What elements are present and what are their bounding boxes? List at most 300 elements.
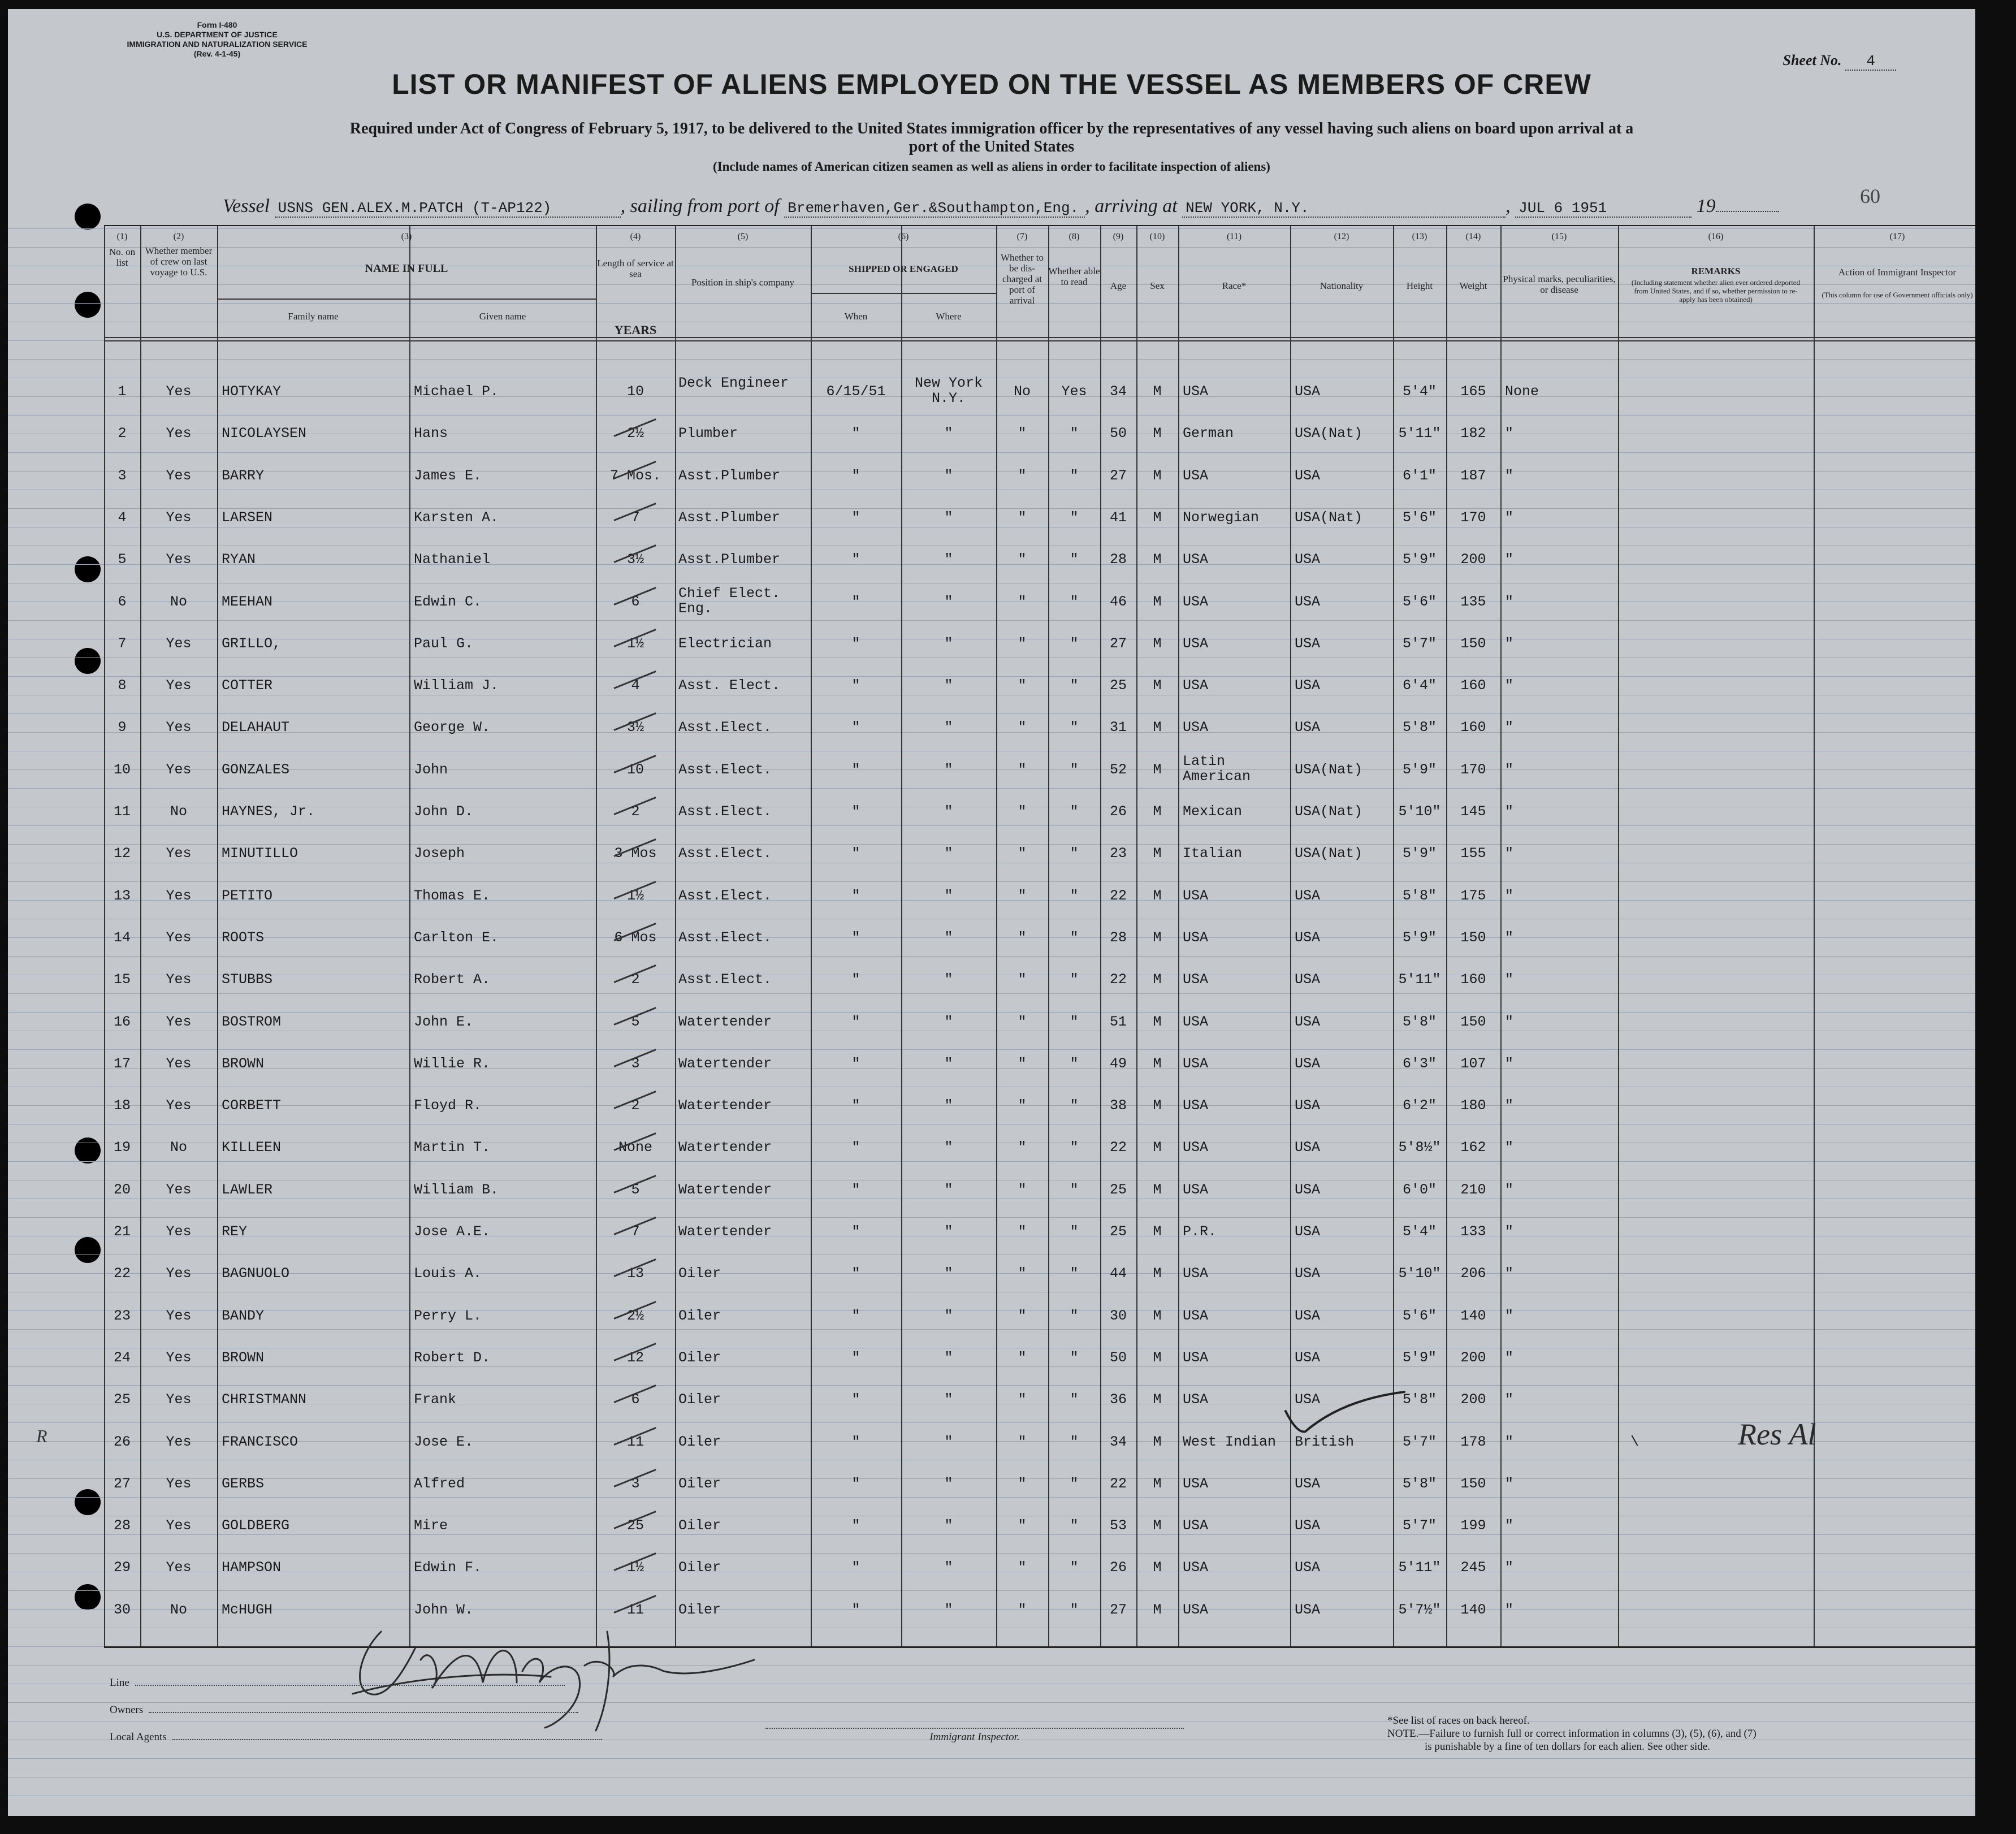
height-cell: 5'7½" <box>1398 1601 1441 1618</box>
physical-marks-cell: None <box>1505 383 1539 400</box>
family-name-cell: RYAN <box>222 551 256 568</box>
height-cell: 5'8" <box>1402 1013 1437 1030</box>
column-number: (4) <box>630 232 641 241</box>
ship-position-cell: Watertender <box>678 1097 772 1114</box>
table-row <box>104 1297 1975 1339</box>
nationality-cell: USA <box>1295 1139 1321 1156</box>
table-row <box>104 1255 1975 1297</box>
physical-marks-cell: " <box>1505 1223 1514 1240</box>
shipped-where-cell: " <box>944 1013 953 1030</box>
check-stroke <box>1286 1392 1404 1431</box>
family-name-cell: ROOTS <box>222 929 265 946</box>
sex-cell: M <box>1153 425 1162 442</box>
shipped-where-cell: New York N.Y. <box>914 375 983 406</box>
physical-marks-cell: " <box>1505 929 1514 946</box>
shipped-where-cell: " <box>944 1265 953 1282</box>
length-of-service-cell: 10 <box>626 761 644 778</box>
crew-table <box>104 225 1975 1648</box>
height-cell: 5'9" <box>1402 845 1437 862</box>
weight-cell: 200 <box>1460 551 1486 568</box>
ship-position-cell: Watertender <box>678 1223 772 1240</box>
column-number: (9) <box>1113 232 1124 241</box>
height-cell: 5'7" <box>1402 635 1437 652</box>
length-of-service-cell: 5 <box>631 1013 640 1030</box>
member-last-voyage-cell: Yes <box>166 1097 192 1114</box>
shipped-where-cell: " <box>944 1475 953 1492</box>
ship-position-cell: Watertender <box>678 1013 772 1030</box>
race-cell: USA <box>1183 1517 1209 1534</box>
sex-cell: M <box>1153 1265 1162 1282</box>
able-to-read-cell: " <box>1070 635 1079 652</box>
member-last-voyage-cell: Yes <box>166 635 192 652</box>
family-name-cell: BARRY <box>222 467 265 484</box>
sex-cell: M <box>1153 1349 1162 1366</box>
given-name-cell: John D. <box>414 803 474 820</box>
column-number: (10) <box>1149 232 1165 241</box>
nationality-cell: USA(Nat) <box>1295 761 1363 778</box>
family-name-cell: REY <box>222 1223 248 1240</box>
given-name-cell: Louis A. <box>414 1265 482 1282</box>
height-cell: 6'0" <box>1402 1181 1437 1198</box>
given-name-cell: James E. <box>414 467 482 484</box>
race-cell: USA <box>1183 1601 1209 1618</box>
given-name-cell: Jose A.E. <box>414 1223 491 1240</box>
nationality-cell: USA <box>1295 1055 1321 1072</box>
length-of-service-cell: 7 <box>631 1223 640 1240</box>
nationality-cell: USA <box>1295 1517 1321 1534</box>
nationality-cell: USA <box>1295 383 1321 400</box>
punch-hole <box>75 292 101 318</box>
physical-marks-cell: " <box>1505 677 1514 694</box>
weight-cell: 206 <box>1460 1265 1486 1282</box>
member-last-voyage-cell: Yes <box>166 425 192 442</box>
age-cell: 25 <box>1109 1223 1127 1240</box>
age-cell: 22 <box>1109 887 1127 904</box>
sex-cell: M <box>1153 467 1162 484</box>
discharged-at-port-cell: " <box>1018 467 1027 484</box>
physical-marks-cell: " <box>1505 467 1514 484</box>
race-cell: USA <box>1183 383 1209 400</box>
header-discharged: Whether to be dis-charged at port of arrival <box>1001 252 1044 306</box>
nationality-cell: British <box>1295 1433 1355 1450</box>
sheet-value: 4 <box>1845 53 1896 71</box>
ship-position-cell: Oiler <box>678 1391 721 1408</box>
family-name-cell: STUBBS <box>222 971 273 988</box>
given-name-cell: John <box>414 761 448 778</box>
given-name-cell: Nathaniel <box>414 551 491 568</box>
ship-position-cell: Oiler <box>678 1307 721 1324</box>
able-to-read-cell: " <box>1070 551 1079 568</box>
member-last-voyage-cell: Yes <box>166 887 192 904</box>
member-last-voyage-cell: Yes <box>166 971 192 988</box>
column-number: (13) <box>1412 232 1427 241</box>
nationality-cell: USA <box>1295 719 1321 736</box>
punch-hole <box>75 1489 101 1515</box>
member-last-voyage-cell: Yes <box>166 509 192 526</box>
row-number-cell: 14 <box>113 929 131 946</box>
member-last-voyage-cell: Yes <box>166 551 192 568</box>
height-cell: 5'6" <box>1402 593 1437 610</box>
table-row <box>104 1045 1975 1087</box>
weight-cell: 150 <box>1460 1013 1486 1030</box>
weight-cell: 150 <box>1460 635 1486 652</box>
nationality-cell: USA <box>1295 1391 1321 1408</box>
given-name-cell: Martin T. <box>414 1139 491 1156</box>
row-number-cell: 30 <box>113 1601 131 1618</box>
table-row <box>104 835 1975 877</box>
age-cell: 46 <box>1109 593 1127 610</box>
family-name-cell: LAWLER <box>222 1181 273 1198</box>
shipped-when-cell: " <box>851 761 860 778</box>
header-able-to-read: Whether able to read <box>1048 266 1100 287</box>
shipped-where-cell: " <box>944 803 953 820</box>
column-number: (5) <box>737 232 749 241</box>
able-to-read-cell: " <box>1070 929 1079 946</box>
age-cell: 22 <box>1109 971 1127 988</box>
ruling-line <box>8 1665 1975 1666</box>
length-of-service-cell: 12 <box>626 1349 644 1366</box>
given-name-cell: Joseph <box>414 845 465 862</box>
ship-position-cell: Oiler <box>678 1559 721 1576</box>
nationality-cell: USA <box>1295 467 1321 484</box>
shipped-where-cell: " <box>944 719 953 736</box>
age-cell: 22 <box>1109 1139 1127 1156</box>
member-last-voyage-cell: Yes <box>166 1433 192 1450</box>
member-last-voyage-cell: Yes <box>166 845 192 862</box>
race-cell: West Indian <box>1183 1433 1277 1450</box>
table-row <box>104 709 1975 751</box>
length-of-service-cell: 2 <box>631 803 640 820</box>
ship-position-cell: Asst.Plumber <box>678 509 781 526</box>
physical-marks-cell: " <box>1505 1433 1514 1450</box>
race-cell: USA <box>1183 1181 1209 1198</box>
vessel-label: Vessel <box>223 196 270 217</box>
member-last-voyage-cell: Yes <box>166 1307 192 1324</box>
discharged-at-port-cell: " <box>1018 1181 1027 1198</box>
physical-marks-cell: " <box>1505 1391 1514 1408</box>
nationality-cell: USA <box>1295 1223 1321 1240</box>
weight-cell: 200 <box>1460 1349 1486 1366</box>
row-number-cell: 29 <box>113 1559 131 1576</box>
inspector-signature-line: Immigrant Inspector. <box>765 1728 1184 1744</box>
height-cell: 5'9" <box>1402 761 1437 778</box>
discharged-at-port-cell: " <box>1018 803 1027 820</box>
shipped-where-cell: " <box>944 1517 953 1534</box>
shipped-subheader-rule <box>811 293 996 294</box>
height-cell: 6'1" <box>1402 467 1437 484</box>
physical-marks-cell: " <box>1505 1349 1514 1366</box>
age-cell: 52 <box>1109 761 1127 778</box>
length-of-service-cell: 7 <box>631 509 640 526</box>
shipped-when-cell: " <box>851 1433 860 1450</box>
shipped-where-cell: " <box>944 467 953 484</box>
nationality-cell: USA <box>1295 1307 1321 1324</box>
nationality-cell: USA <box>1295 887 1321 904</box>
family-name-cell: CHRISTMANN <box>222 1391 307 1408</box>
sex-cell: M <box>1153 929 1162 946</box>
length-of-service-cell: 1½ <box>626 1559 644 1576</box>
nationality-cell: USA <box>1295 971 1321 988</box>
weight-cell: 187 <box>1460 467 1486 484</box>
nationality-cell: USA <box>1295 677 1321 694</box>
length-of-service-cell: 3 Mos <box>614 845 657 862</box>
discharged-at-port-cell: " <box>1018 509 1027 526</box>
nationality-cell: USA <box>1295 551 1321 568</box>
ship-position-cell: Asst.Elect. <box>678 803 772 820</box>
ship-position-cell: Asst.Elect. <box>678 761 772 778</box>
able-to-read-cell: " <box>1070 1307 1079 1324</box>
header-height: Height <box>1406 280 1433 291</box>
shipped-when-cell: " <box>851 635 860 652</box>
physical-marks-cell: " <box>1505 1601 1514 1618</box>
family-name-cell: COTTER <box>222 677 273 694</box>
header-remarks: REMARKS <box>1691 266 1741 276</box>
column-number: (2) <box>173 232 184 241</box>
table-row <box>104 1381 1975 1423</box>
member-last-voyage-cell: Yes <box>166 1517 192 1534</box>
agents-field <box>110 1731 602 1744</box>
physical-marks-cell: " <box>1505 1517 1514 1534</box>
discharged-at-port-cell: " <box>1018 1433 1027 1450</box>
height-cell: 5'9" <box>1402 929 1437 946</box>
shipped-where-cell: " <box>944 1307 953 1324</box>
able-to-read-cell: " <box>1070 425 1079 442</box>
sex-cell: M <box>1153 1055 1162 1072</box>
family-name-cell: KILLEEN <box>222 1139 282 1156</box>
physical-marks-cell: " <box>1505 845 1514 862</box>
shipped-when-cell: " <box>851 1307 860 1324</box>
length-of-service-cell: 13 <box>626 1265 644 1282</box>
sex-cell: M <box>1153 1475 1162 1492</box>
given-name-cell: Robert D. <box>414 1349 491 1366</box>
row-number-cell: 3 <box>118 467 127 484</box>
given-name-cell: Mire <box>414 1517 448 1534</box>
weight-cell: 210 <box>1460 1181 1486 1198</box>
table-row <box>104 877 1975 919</box>
document-title: LIST OR MANIFEST OF ALIENS EMPLOYED ON THE VESSEL AS MEMBERS OF CREW <box>392 68 1591 100</box>
discharged-at-port-cell: " <box>1018 1055 1027 1072</box>
race-cell: German <box>1183 425 1234 442</box>
able-to-read-cell: " <box>1070 677 1079 694</box>
height-cell: 5'10" <box>1398 803 1441 820</box>
given-name-cell: Thomas E. <box>414 887 491 904</box>
shipped-where-cell: " <box>944 1391 953 1408</box>
subtitle-line-1: Required under Act of Congress of February 5, 1917, to be delivered to the United States immigration officer by the representatives of any vessel having such aliens on board upon arrival at a <box>349 120 1634 137</box>
nationality-cell: USA <box>1295 1265 1321 1282</box>
header-bottom-rule-2 <box>104 340 1975 341</box>
shipped-where-cell: " <box>944 425 953 442</box>
sex-cell: M <box>1153 1013 1162 1030</box>
length-of-service-cell: 6 <box>631 1391 640 1408</box>
subtitle-line-2: port of the United States <box>909 138 1075 155</box>
length-of-service-cell: 2½ <box>626 425 644 442</box>
length-of-service-cell: 2 <box>631 971 640 988</box>
race-cell: P.R. <box>1183 1223 1217 1240</box>
weight-cell: 133 <box>1460 1223 1486 1240</box>
race-cell: USA <box>1183 887 1209 904</box>
weight-cell: 140 <box>1460 1307 1486 1324</box>
weight-cell: 160 <box>1460 971 1486 988</box>
age-cell: 34 <box>1109 383 1127 400</box>
header-no-on-list: No. on list <box>109 246 136 268</box>
header-member-last-voyage: Whether member of crew on last voyage to U.S. <box>145 245 213 278</box>
given-name-cell: Paul G. <box>414 635 474 652</box>
shipped-where-cell: " <box>944 1055 953 1072</box>
form-number: Form I-480 <box>197 20 237 29</box>
length-of-service-cell: 6 Mos <box>614 929 657 946</box>
sex-cell: M <box>1153 1601 1162 1618</box>
shipped-when-cell: " <box>851 425 860 442</box>
discharged-at-port-cell: " <box>1018 551 1027 568</box>
shipped-when-cell: " <box>851 971 860 988</box>
header-remarks-note: (Including statement whether alien ever ordered deported from United States, and if so, whether permission to re-apply has been obtained) <box>1631 278 1801 304</box>
row-number-cell: 4 <box>118 509 127 526</box>
shipped-when-cell: " <box>851 1517 860 1534</box>
ship-position-cell: Plumber <box>678 425 738 442</box>
shipped-where-cell: " <box>944 551 953 568</box>
able-to-read-cell: " <box>1070 1475 1079 1492</box>
row-number-cell: 25 <box>113 1391 131 1408</box>
column-number: (17) <box>1889 232 1905 241</box>
length-of-service-cell: 11 <box>626 1433 644 1450</box>
height-cell: 5'9" <box>1402 1349 1437 1366</box>
physical-marks-cell: " <box>1505 1475 1514 1492</box>
sex-cell: M <box>1153 971 1162 988</box>
able-to-read-cell: " <box>1070 1097 1079 1114</box>
shipped-where-cell: " <box>944 1139 953 1156</box>
height-cell: 5'11" <box>1398 1559 1441 1576</box>
able-to-read-cell: " <box>1070 1601 1079 1618</box>
family-name-cell: CORBETT <box>222 1097 282 1114</box>
table-row <box>104 1465 1975 1507</box>
physical-marks-cell: " <box>1505 425 1514 442</box>
age-cell: 28 <box>1109 551 1127 568</box>
physical-marks-cell: " <box>1505 509 1514 526</box>
ship-position-cell: Watertender <box>678 1139 772 1156</box>
given-name-cell: Willie R. <box>414 1055 491 1072</box>
owners-label: Owners <box>110 1704 144 1716</box>
age-cell: 25 <box>1109 1181 1127 1198</box>
member-last-voyage-cell: Yes <box>166 1475 192 1492</box>
sex-cell: M <box>1153 635 1162 652</box>
table-row <box>104 415 1975 457</box>
ship-position-cell: Asst.Elect. <box>678 929 772 946</box>
discharged-at-port-cell: " <box>1018 1601 1027 1618</box>
weight-cell: 135 <box>1460 593 1486 610</box>
able-to-read-cell: " <box>1070 593 1079 610</box>
weight-cell: 175 <box>1460 887 1486 904</box>
shipped-when-cell: " <box>851 1223 860 1240</box>
arrival-port: NEW YORK, N.Y. <box>1182 200 1505 218</box>
table-row <box>104 1339 1975 1381</box>
shipped-where-cell: " <box>944 1349 953 1366</box>
column-number: (6) <box>898 232 909 241</box>
discharged-at-port-cell: " <box>1018 425 1027 442</box>
page-number: 60 <box>1860 185 1880 207</box>
vessel-line: Vessel USNS GEN.ALEX.M.PATCH (T-AP122) , sailing from port of Bremerhaven,Ger.&Southampton,Eng. , arriving at NEW YORK, N.Y. , JUL 6 1951 19 <box>223 196 1806 218</box>
name-subheader-rule <box>217 299 596 300</box>
shipped-when-cell: " <box>851 1265 860 1282</box>
weight-cell: 170 <box>1460 509 1486 526</box>
shipped-when-cell: " <box>851 1139 860 1156</box>
age-cell: 49 <box>1109 1055 1127 1072</box>
member-last-voyage-cell: Yes <box>166 383 192 400</box>
shipped-when-cell: " <box>851 1349 860 1366</box>
nationality-cell: USA <box>1295 1559 1321 1576</box>
sex-cell: M <box>1153 1139 1162 1156</box>
shipped-where-cell: " <box>944 971 953 988</box>
shipped-where-cell: " <box>944 1223 953 1240</box>
physical-marks-cell: " <box>1505 1013 1514 1030</box>
physical-marks-cell: " <box>1505 803 1514 820</box>
form-identifier <box>93 20 341 59</box>
sex-cell: M <box>1153 845 1162 862</box>
column-number: (11) <box>1226 232 1242 241</box>
table-row <box>104 1507 1975 1549</box>
ship-position-cell: Asst.Elect. <box>678 971 772 988</box>
table-row <box>104 1549 1975 1591</box>
age-cell: 50 <box>1109 1349 1127 1366</box>
race-cell: USA <box>1183 593 1209 610</box>
row-number-cell: 26 <box>113 1433 131 1450</box>
weight-cell: 155 <box>1460 845 1486 862</box>
shipped-when-cell: " <box>851 1601 860 1618</box>
nationality-cell: USA <box>1295 1181 1321 1198</box>
header-where: Where <box>936 311 962 322</box>
sex-cell: M <box>1153 803 1162 820</box>
shipped-where-cell: " <box>944 929 953 946</box>
race-cell: USA <box>1183 467 1209 484</box>
sex-cell: M <box>1153 1097 1162 1114</box>
family-name-cell: GONZALES <box>222 761 290 778</box>
shipped-when-cell: " <box>851 929 860 946</box>
given-name-cell: Carlton E. <box>414 929 499 946</box>
shipped-when-cell: " <box>851 845 860 862</box>
column-number: (15) <box>1551 232 1567 241</box>
height-cell: 5'4" <box>1402 383 1437 400</box>
age-cell: 27 <box>1109 635 1127 652</box>
row-number-cell: 1 <box>118 383 127 400</box>
table-row <box>104 625 1975 667</box>
shipped-where-cell: " <box>944 1559 953 1576</box>
able-to-read-cell: " <box>1070 509 1079 526</box>
row-number-cell: 28 <box>113 1517 131 1534</box>
family-name-cell: PETITO <box>222 887 273 904</box>
member-last-voyage-cell: No <box>170 803 187 820</box>
member-last-voyage-cell: No <box>170 1139 187 1156</box>
shipped-when-cell: " <box>851 677 860 694</box>
family-name-cell: BROWN <box>222 1349 265 1366</box>
ruling-line <box>8 1758 1975 1759</box>
able-to-read-cell: " <box>1070 1139 1079 1156</box>
race-cell: USA <box>1183 971 1209 988</box>
shipped-where-cell: " <box>944 761 953 778</box>
family-name-cell: LARSEN <box>222 509 273 526</box>
row-number-cell: 18 <box>113 1097 131 1114</box>
length-of-service-cell: 3½ <box>626 719 644 736</box>
race-cell: Italian <box>1183 845 1243 862</box>
header-position: Position in ship's company <box>691 277 795 288</box>
line-label: Line <box>110 1677 129 1689</box>
race-cell: USA <box>1183 1139 1209 1156</box>
height-cell: 5'9" <box>1402 551 1437 568</box>
height-cell: 5'8½" <box>1398 1139 1441 1156</box>
shipped-when-cell: " <box>851 509 860 526</box>
able-to-read-cell: " <box>1070 467 1079 484</box>
given-name-cell: Michael P. <box>414 383 499 400</box>
race-cell: Latin American <box>1183 752 1251 785</box>
owners-field <box>110 1704 578 1716</box>
